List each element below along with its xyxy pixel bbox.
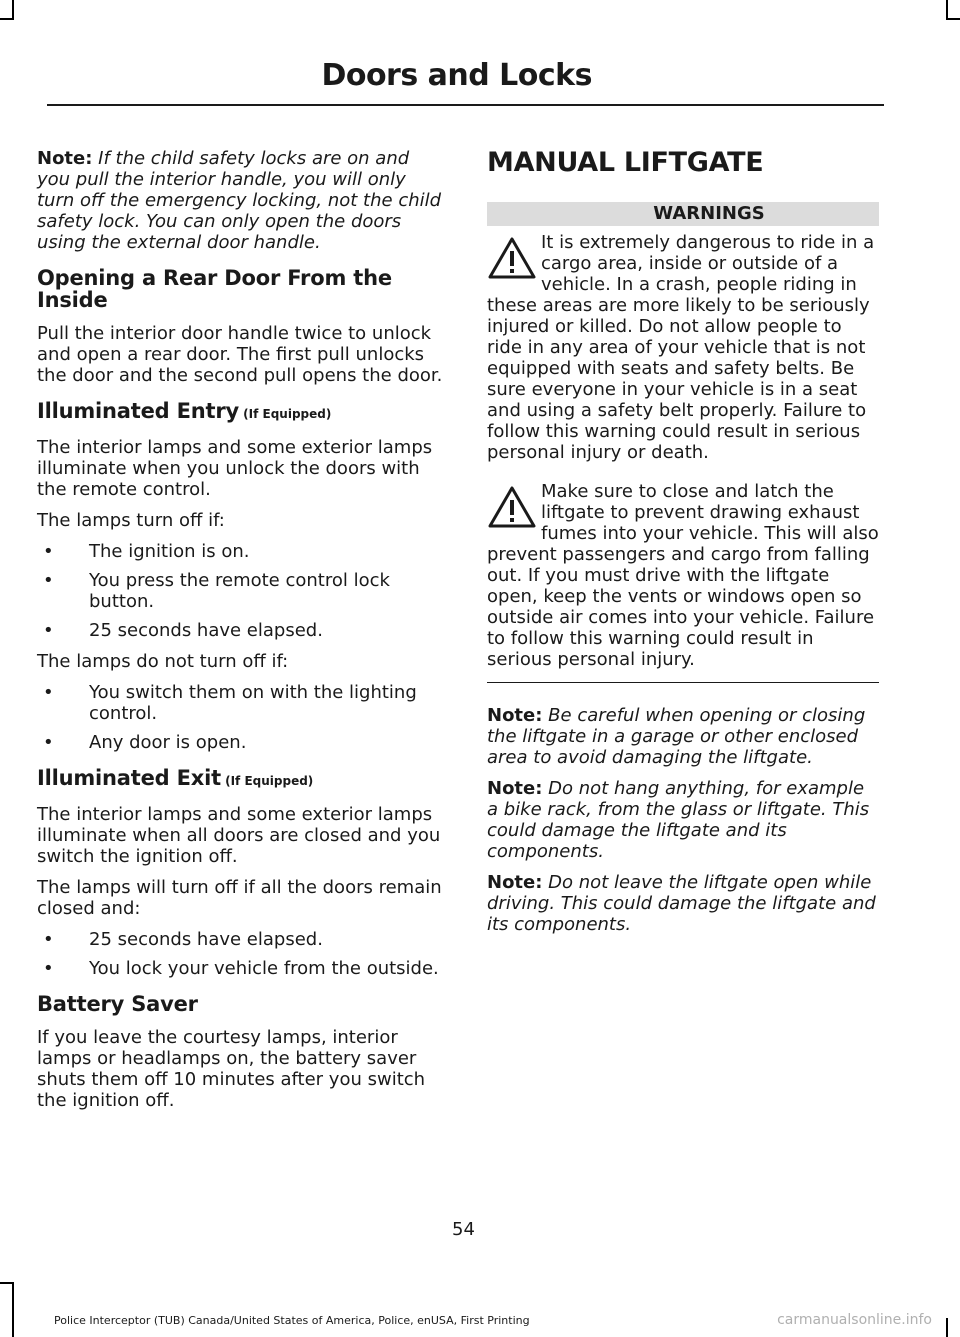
- exit-off-label: The lamps will turn off if all the doors remain closed and:: [37, 877, 442, 919]
- battery-saver-text: If you leave the courtesy lamps, interior lamps or headlamps on, the battery saver shuts them off 10 minutes after you switch the ignition off.: [37, 1027, 426, 1111]
- page-number: 54: [452, 1219, 475, 1240]
- crop-mark: [0, 1282, 14, 1284]
- header-rule: [47, 104, 884, 106]
- note-label: Note:: [487, 778, 543, 799]
- list-item-text: You lock your vehicle from the outside.: [89, 958, 439, 979]
- heading-text: Illuminated Entry: [37, 399, 239, 423]
- exit-off-list: [37, 929, 447, 979]
- page-title: Doors and Locks: [321, 58, 592, 93]
- list-item: • The ignition is on.: [43, 541, 250, 562]
- entry-off-list: [37, 541, 447, 641]
- list-item-text: Any door is open.: [89, 732, 247, 753]
- crop-mark: [946, 1318, 948, 1337]
- crop-mark: [946, 0, 948, 18]
- crop-mark: [946, 18, 960, 20]
- list-item: • 25 seconds have elapsed.: [43, 620, 323, 641]
- warning-block: [487, 232, 879, 463]
- child-lock-note: [37, 148, 447, 253]
- list-item-text: 25 seconds have elapsed.: [89, 929, 323, 950]
- warning-triangle-icon: [487, 485, 537, 529]
- list-item: • You switch them on with the lighting control.: [43, 682, 417, 724]
- note-label: Note:: [37, 148, 93, 169]
- exit-text: The interior lamps and some exterior lamps illuminate when all doors are closed and you switch the ignition off.: [37, 804, 441, 867]
- left-column: [37, 148, 447, 1121]
- crop-mark: [0, 18, 14, 20]
- battery-saver-heading: Battery Saver: [37, 992, 198, 1016]
- list-item-text: The ignition is on.: [89, 541, 250, 562]
- warning-text: It is extremely dangerous to ride in a cargo area, inside or outside of a vehicle. In a crash, people riding in these areas are more likely to be seriously injured or killed. Do not allow people to ride in any area of your vehicle that is not equipped with seats and safety belts. Be sure everyone in your vehicle is in a seat and using a safety belt properly. Failure to follow this warning could result in serious personal injury or death.: [487, 232, 875, 463]
- entry-text: The interior lamps and some exterior lamps illuminate when you unlock the doors with the remote control.: [37, 437, 433, 500]
- illuminated-exit-heading: [37, 767, 447, 792]
- manual-liftgate-heading: MANUAL LIFTGATE: [487, 147, 764, 178]
- liftgate-note: [487, 778, 879, 862]
- heading-text: Illuminated Exit: [37, 766, 221, 790]
- note-label: Note:: [487, 705, 543, 726]
- list-item: • You lock your vehicle from the outside.: [43, 958, 439, 979]
- entry-not-off-label: The lamps do not turn off if:: [37, 651, 289, 672]
- list-item-text: You press the remote control lock button.: [89, 570, 390, 612]
- qualifier: (If Equipped): [220, 774, 314, 788]
- note-text: If the child safety locks are on and you pull the interior handle, you will only turn off the emergency locking, not the child safety lock. You can only open the doors using the external door handle.: [37, 148, 442, 253]
- crop-mark: [12, 0, 14, 18]
- note-text: Do not hang anything, for example a bike rack, from the glass or liftgate. This could damage the liftgate and its components.: [487, 778, 870, 862]
- entry-off-label: The lamps turn off if:: [37, 510, 225, 531]
- warning-triangle-icon: [487, 236, 537, 280]
- rear-door-text: Pull the interior door handle twice to unlock and open a rear door. The first pull unlocks the door and the second pull opens the door.: [37, 323, 443, 386]
- crop-mark: [12, 1282, 14, 1337]
- footer-text: Police Interceptor (TUB) Canada/United States of America, Police, enUSA, First Printing: [54, 1314, 530, 1327]
- right-column: [487, 148, 879, 945]
- illuminated-entry-heading: [37, 400, 447, 425]
- list-item: • Any door is open.: [43, 732, 247, 753]
- liftgate-note: [487, 705, 879, 768]
- list-item: • You press the remote control lock button.: [43, 570, 390, 612]
- warnings-banner: WARNINGS: [487, 202, 879, 226]
- liftgate-note: [487, 872, 879, 935]
- rear-door-heading: Opening a Rear Door From the Inside: [37, 266, 392, 312]
- note-text: Do not leave the liftgate open while driving. This could damage the liftgate and its components.: [487, 872, 876, 935]
- entry-not-off-list: [37, 682, 447, 753]
- warnings-end-rule: [487, 682, 879, 683]
- note-label: Note:: [487, 872, 543, 893]
- list-item-text: You switch them on with the lighting control.: [89, 682, 417, 724]
- note-text: Be careful when opening or closing the liftgate in a garage or other enclosed area to avoid damaging the liftgate.: [487, 705, 866, 768]
- warning-block: [487, 481, 879, 670]
- qualifier: (If Equipped): [238, 407, 332, 421]
- watermark: carmanualsonline.info: [777, 1312, 932, 1328]
- warning-text: Make sure to close and latch the liftgate to prevent drawing exhaust fumes into your vehicle. This will also prevent passengers and cargo from falling out. If you must drive with the liftgate open, keep the vents or windows open so outside air comes into your vehicle. Failure to follow this warning could result in serious personal injury.: [487, 481, 879, 670]
- list-item: • 25 seconds have elapsed.: [43, 929, 323, 950]
- list-item-text: 25 seconds have elapsed.: [89, 620, 323, 641]
